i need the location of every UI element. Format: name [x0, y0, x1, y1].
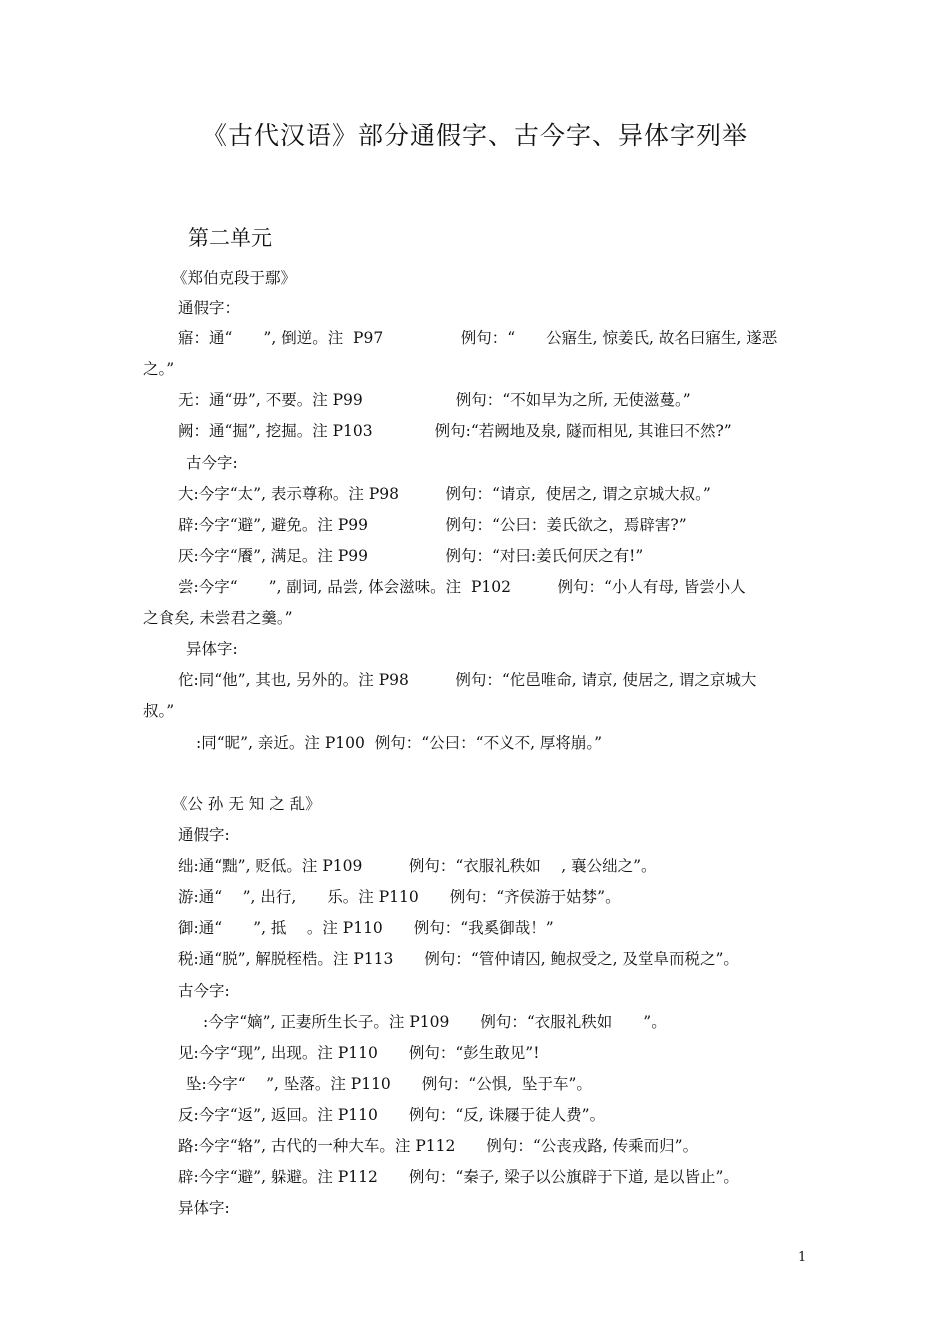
entry-continuation: 之食矣, 未尝君之羹。”	[143, 609, 293, 627]
document-title: 《古代汉语》部分通假字、古今字、异体字列举	[201, 121, 748, 150]
section-title-gongsun: 《公 孙 无 知 之 乱》	[172, 795, 321, 813]
entry-line: 厌:今字“餍”, 满足。注 P99 例句：“对曰:姜氏何厌之有!”	[178, 547, 644, 565]
entry-line: :今字“嫡”, 正妻所生长子。注 P109 例句：“衣服礼秩如 ”。	[203, 1013, 667, 1031]
subheading-yiti: 异体字:	[186, 640, 238, 658]
entry-line: 阙：通“掘”, 挖掘。注 P103 例句:“若阙地及泉, 隧而相见, 其谁曰不然?”	[178, 422, 732, 440]
entry-line: 御:通“ ”, 抵 。注 P110 例句：“我奚御哉！”	[178, 919, 554, 937]
page-number: 1	[798, 1250, 807, 1265]
entry-continuation: 之。”	[143, 360, 175, 378]
entry-line: 路:今字“辂”, 古代的一种大车。注 P112 例句：“公丧戎路, 传乘而归”。	[178, 1137, 699, 1155]
entry-line: 反:今字“返”, 返回。注 P110 例句：“反, 诛屦于徒人费”。	[178, 1106, 606, 1124]
entry-line: 坠:今字“ ”, 坠落。注 P110 例句：“公惧, 坠于车”。	[186, 1075, 592, 1093]
entry-line: 寤：通“ ”, 倒逆。注 P97 例句：“ 公寤生, 惊姜氏, 故名曰寤生, 遂恶	[178, 329, 778, 347]
subheading-tongjia: 通假字：	[178, 299, 241, 317]
unit-heading: 第二单元	[188, 226, 272, 250]
entry-line: 游:通“ ”, 出行, 乐。注 P110 例句：“齐侯游于姑棼”。	[178, 888, 621, 906]
entry-line: 无：通“毋”, 不要。注 P99 例句：“不如早为之所, 无使滋蔓。”	[178, 391, 691, 409]
subheading-yiti: 异体字:	[178, 1199, 230, 1217]
subheading-tongjia: 通假字:	[178, 826, 230, 844]
subheading-gujin: 古今字:	[186, 454, 238, 472]
entry-line: 佗:同“他”, 其也, 另外的。注 P98 例句：“佗邑唯命, 请京, 使居之, 谓之京城大	[178, 671, 757, 689]
entry-continuation: 叔。”	[143, 702, 175, 720]
entry-line: 税:通“脱”, 解脱桎梏。注 P113 例句：“管仲请囚, 鲍叔受之, 及堂阜而税之”。	[178, 950, 739, 968]
entry-line: 辟:今字“避”, 躲避。注 P112 例句：“秦子, 梁子以公旗辟于下道, 是以皆止”。	[178, 1168, 739, 1186]
entry-line: 辟:今字“避”, 避免。注 P99 例句：“公曰：姜氏欲之，焉辟害?”	[178, 516, 687, 534]
entry-line: 绌:通“黜”, 贬低。注 P109 例句：“衣服礼秩如 , 襄公绌之”。	[178, 857, 657, 875]
section-title-zheng: 《郑伯克段于鄢》	[172, 269, 297, 287]
subheading-gujin: 古今字:	[178, 982, 230, 1000]
entry-line: :同“昵”, 亲近。注 P100 例句：“公曰：“不义不, 厚将崩。”	[196, 734, 603, 752]
entry-line: 尝:今字“ ”, 副词, 品尝, 体会滋味。注 P102 例句：“小人有母, 皆尝小人	[178, 578, 746, 596]
entry-line: 见:今字“现”, 出现。注 P110 例句：“彭生敢见”!	[178, 1044, 540, 1062]
entry-line: 大:今字“太”, 表示尊称。注 P98 例句：“请京, 使居之, 谓之京城大叔。”	[178, 485, 711, 503]
